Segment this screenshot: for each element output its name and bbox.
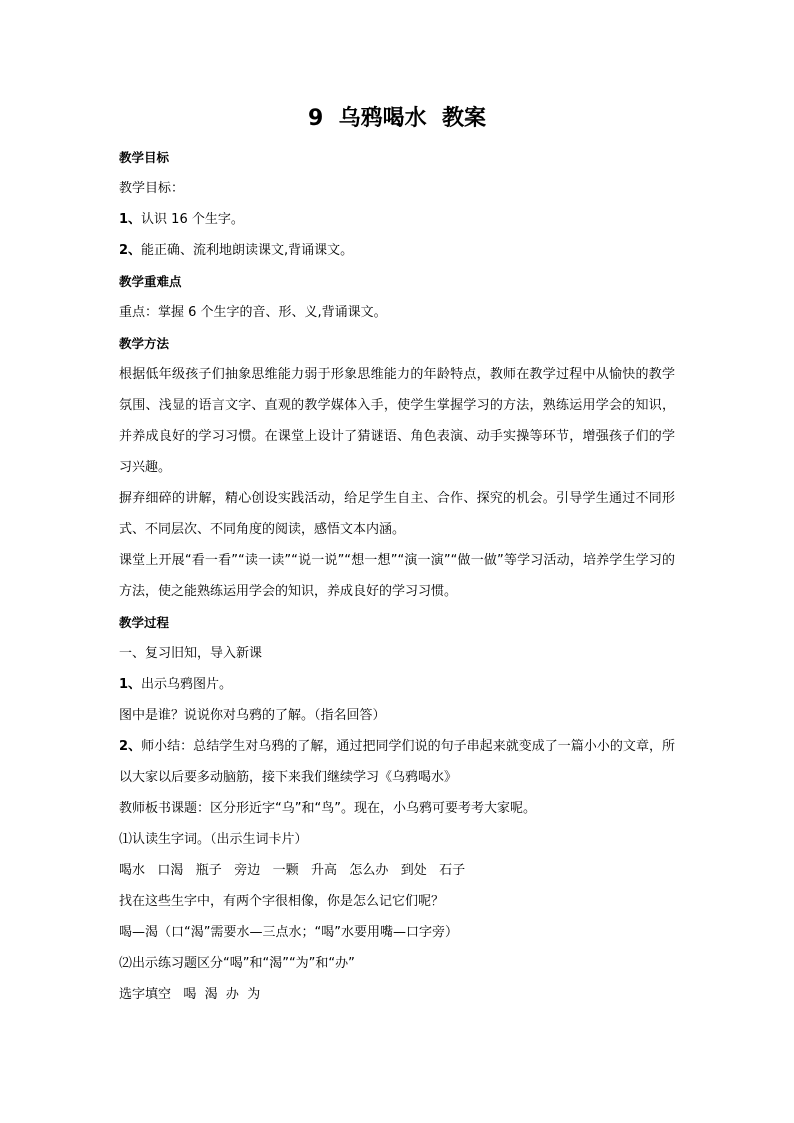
paragraph: 2、师小结：总结学生对乌鸦的了解，通过把同学们说的句子串起来就变成了一篇小小的文章，所以大家以后要多动脑筋，接下来我们继续学习《乌鸦喝水》 [119,739,675,785]
paragraph: 找在这些生字中，有两个字很相像，你是怎么记它们呢？ [119,894,445,909]
paragraph: 2、能正确、流利地朗读课文,背诵课文。 [119,243,354,258]
paragraph: 选字填空 喝 渴 办 为 [119,987,261,1002]
page-title: 9 乌鸦喝水 教案 [308,106,486,131]
section-heading: 教学方法 [119,336,170,351]
paragraph: 重点：掌握 6 个生字的音、形、义,背诵课文。 [119,305,387,320]
section-heading: 教学重难点 [119,274,182,289]
paragraph: 课堂上开展“看一看”“读一读”“说一说”“想一想”“演一演”“做一做”等学习活动，培养学生学习的方法，使之能熟练运用学会的知识，养成良好的学习习惯。 [119,553,675,599]
paragraph: ⑴认读生字词。（出示生词卡片） [119,832,308,847]
paragraph: 摒弃细碎的讲解，精心创设实践活动，给足学生自主、合作、探究的机会。引导学生通过不同形式、不同层次、不同角度的阅读，感悟文本内涵。 [119,491,675,537]
section-heading: 教学过程 [119,615,170,630]
paragraph: 1、出示乌鸦图片。 [119,677,233,692]
paragraph: ⑵出示练习题区分“喝”和“渴”“为”和“办” [119,956,355,971]
paragraph: 教学目标： [119,181,185,196]
paragraph: 图中是谁？说说你对乌鸦的了解。（指名回答） [119,708,386,723]
paragraph: 喝水 口渴 瓶子 旁边 一颗 升高 怎么办 到处 石子 [119,863,466,878]
section-heading: 教学目标 [119,150,170,165]
paragraph: 1、认识 16 个生字。 [119,212,244,227]
paragraph: 根据低年级孩子们抽象思维能力弱于形象思维能力的年龄特点，教师在教学过程中从愉快的教学氛围、浅显的语言文字、直观的教学媒体入手，使学生掌握学习的方法，熟练运用学会的知识，并养成良好的学习习惯。在课堂上设计了猜谜语、角色表演、动手实操等环节，增强孩子们的学习兴趣。 [119,367,675,475]
document-body [119,142,675,1010]
paragraph: 教师板书课题：区分形近字“乌”和“鸟”。现在，小乌鸦可要考考大家呢。 [119,801,536,816]
paragraph: 喝—渴（口“渴”需要水—三点水；“喝”水要用嘴—口字旁） [119,925,458,940]
paragraph: 一、复习旧知，导入新课 [119,646,263,661]
